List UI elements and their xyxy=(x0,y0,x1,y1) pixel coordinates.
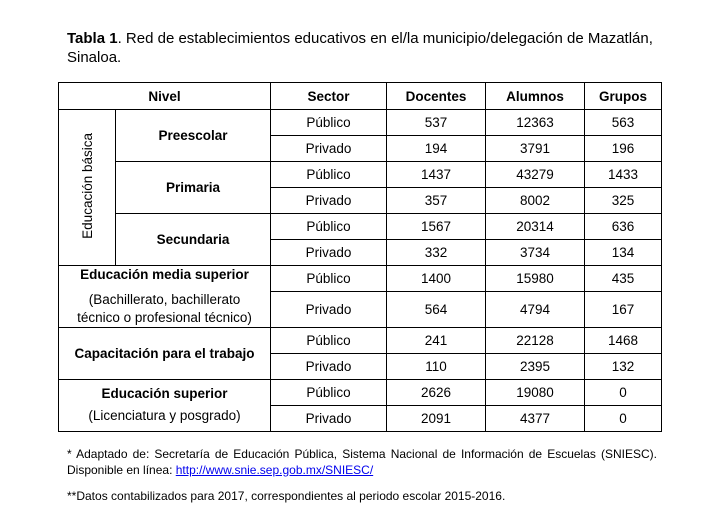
cell-docentes: 110 xyxy=(387,354,486,380)
header-sector: Sector xyxy=(271,83,387,110)
cell-alumnos: 4377 xyxy=(486,406,585,432)
table-row xyxy=(59,328,662,354)
group-media-superior xyxy=(59,266,271,328)
cell-alumnos: 4794 xyxy=(486,292,585,328)
level-preescolar: Preescolar xyxy=(116,110,271,162)
cell-docentes: 332 xyxy=(387,240,486,266)
cell-sector: Privado xyxy=(271,136,387,162)
cell-docentes: 1437 xyxy=(387,162,486,188)
group-media-sub: (Bachillerato, bachillerato técnico o profesional técnico) xyxy=(77,291,252,325)
cell-grupos: 435 xyxy=(585,266,662,292)
table-caption xyxy=(67,29,657,67)
cell-sector: Público xyxy=(271,162,387,188)
cell-alumnos: 2395 xyxy=(486,354,585,380)
data-note: **Datos contabilizados para 2017, correspondientes al periodo escolar 2015-2016. xyxy=(67,489,506,503)
cell-alumnos: 19080 xyxy=(486,380,585,406)
cell-grupos: 563 xyxy=(585,110,662,136)
header-row xyxy=(59,83,662,110)
source-note-text: * Adaptado de: Secretaría de Educación Pública, Sistema Nacional de Información de Escuelas (SNIESC). Disponible en línea: xyxy=(67,447,657,477)
table-row xyxy=(59,380,662,406)
cell-alumnos: 3734 xyxy=(486,240,585,266)
cell-sector: Privado xyxy=(271,240,387,266)
cell-grupos: 167 xyxy=(585,292,662,328)
cell-sector: Público xyxy=(271,266,387,292)
cell-sector: Privado xyxy=(271,406,387,432)
level-secundaria: Secundaria xyxy=(116,214,271,266)
source-link[interactable]: http://www.snie.sep.gob.mx/SNIESC/ xyxy=(175,462,374,477)
cell-docentes: 194 xyxy=(387,136,486,162)
table-row xyxy=(59,214,662,240)
cell-docentes: 1400 xyxy=(387,266,486,292)
cell-sector: Privado xyxy=(271,354,387,380)
cell-docentes: 357 xyxy=(387,188,486,214)
source-note xyxy=(67,447,657,478)
cell-grupos: 1468 xyxy=(585,328,662,354)
cell-docentes: 2626 xyxy=(387,380,486,406)
header-nivel: Nivel xyxy=(59,83,271,110)
header-grupos: Grupos xyxy=(585,83,662,110)
cell-alumnos: 22128 xyxy=(486,328,585,354)
cell-alumnos: 3791 xyxy=(486,136,585,162)
header-docentes: Docentes xyxy=(387,83,486,110)
caption-label: Tabla 1 xyxy=(67,30,118,47)
cell-sector: Privado xyxy=(271,292,387,328)
education-table xyxy=(58,82,662,432)
group-superior-title: Educación superior xyxy=(101,386,228,401)
cell-docentes: 564 xyxy=(387,292,486,328)
cell-grupos: 0 xyxy=(585,406,662,432)
cell-sector: Público xyxy=(271,110,387,136)
cell-grupos: 196 xyxy=(585,136,662,162)
cell-sector: Privado xyxy=(271,188,387,214)
cell-sector: Público xyxy=(271,328,387,354)
table-row xyxy=(59,266,662,292)
cell-grupos: 1433 xyxy=(585,162,662,188)
group-superior xyxy=(59,380,271,432)
cell-alumnos: 8002 xyxy=(486,188,585,214)
table-notes xyxy=(67,447,657,505)
cell-grupos: 134 xyxy=(585,240,662,266)
group-basica xyxy=(59,110,116,266)
group-superior-sub: (Licenciatura y posgrado) xyxy=(88,408,241,423)
level-primaria: Primaria xyxy=(116,162,271,214)
cell-sector: Público xyxy=(271,380,387,406)
table-row xyxy=(59,110,662,136)
group-basica-label: Educación básica xyxy=(79,133,95,239)
cell-grupos: 132 xyxy=(585,354,662,380)
cell-alumnos: 20314 xyxy=(486,214,585,240)
cell-alumnos: 15980 xyxy=(486,266,585,292)
cell-sector: Público xyxy=(271,214,387,240)
cell-alumnos: 43279 xyxy=(486,162,585,188)
cell-docentes: 2091 xyxy=(387,406,486,432)
group-media-title: Educación media superior xyxy=(80,266,249,282)
cell-grupos: 325 xyxy=(585,188,662,214)
cell-grupos: 0 xyxy=(585,380,662,406)
cell-docentes: 1567 xyxy=(387,214,486,240)
header-alumnos: Alumnos xyxy=(486,83,585,110)
table-row xyxy=(59,162,662,188)
cell-docentes: 537 xyxy=(387,110,486,136)
caption-text: . Red de establecimientos educativos en el/la municipio/delegación de Mazatlán, Sinaloa. xyxy=(67,30,653,66)
cell-alumnos: 12363 xyxy=(486,110,585,136)
cell-docentes: 241 xyxy=(387,328,486,354)
cell-grupos: 636 xyxy=(585,214,662,240)
group-capacitacion: Capacitación para el trabajo xyxy=(59,328,271,380)
